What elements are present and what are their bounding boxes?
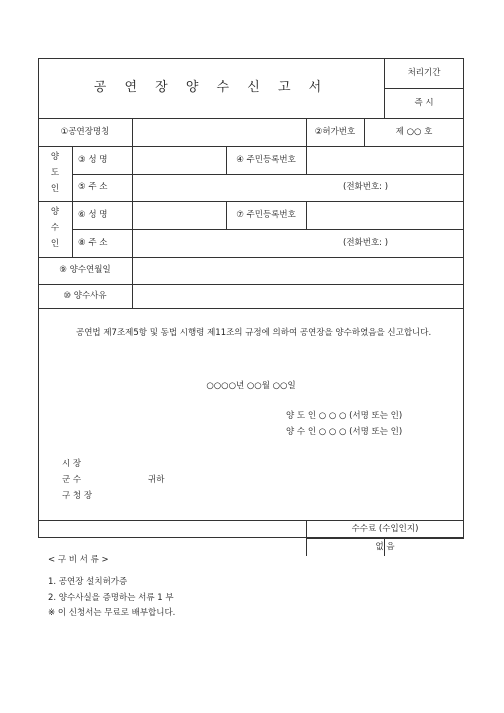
transferee-name-label: ⑥ 성 명 — [78, 210, 108, 220]
transferor-group-label-1: 양 — [50, 152, 60, 162]
row-divider — [38, 284, 464, 285]
row-divider — [38, 520, 464, 521]
doc-item-1: 1. 공연장 설치허가증 — [48, 577, 128, 587]
row-divider — [38, 146, 464, 147]
col-divider — [306, 201, 307, 229]
col-divider — [384, 58, 385, 118]
recipient-district: 구 청 장 — [62, 491, 93, 501]
transferee-phone[interactable]: (전화번호: ) — [343, 238, 389, 248]
transfer-date-label: ⑨ 양수연월일 — [59, 265, 111, 275]
transferor-name-label: ③ 성 명 — [78, 155, 108, 165]
col-divider — [306, 146, 307, 174]
row-divider — [38, 257, 464, 258]
transferee-group-label-1: 양 — [50, 207, 60, 217]
form-title: 공 연 장 양 수 신 고 서 — [93, 80, 329, 95]
row-divider — [72, 229, 464, 230]
doc-note: ※ 이 신청서는 무료로 배부합니다. — [48, 608, 176, 618]
transferee-address-label: ⑧ 주 소 — [78, 238, 108, 248]
recipient-county: 군 수 — [62, 475, 82, 485]
permit-no-value[interactable]: 제 ○○ 호 — [395, 127, 433, 137]
transferor-group-label-3: 인 — [50, 184, 60, 194]
transferor-phone[interactable]: (전화번호: ) — [343, 182, 389, 192]
row-divider — [72, 174, 464, 175]
transferor-id-label: ④ 주민등록번호 — [236, 155, 296, 165]
row-divider — [38, 308, 464, 309]
fee-value: 없 음 — [375, 542, 395, 552]
doc-item-2: 2. 양수사실을 증명하는 서류 1 부 — [48, 593, 174, 603]
transfer-reason-label: ⑩ 양수사유 — [63, 291, 107, 301]
signer-transferor[interactable]: 양 도 인 ○ ○ ○ (서명 또는 인) — [286, 411, 403, 421]
recipient-suffix: 귀하 — [148, 475, 165, 485]
transferee-group-label-2: 수 — [50, 223, 60, 233]
statement-text: 공연법 제7조제5항 및 동법 시행령 제11조의 규정에 의하여 공연장을 양수하였음을 신고합니다. — [76, 328, 432, 338]
transferor-address-label: ⑤ 주 소 — [78, 182, 108, 192]
date-line[interactable]: ○○○○년 ○○월 ○○일 — [206, 381, 296, 391]
fee-label: 수수료 (수입인지) — [351, 524, 419, 534]
row-divider — [38, 201, 464, 202]
transferee-group-label-3: 인 — [50, 239, 60, 249]
processing-divider — [384, 88, 464, 89]
row-divider — [38, 118, 464, 119]
permit-no-label: ②허가번호 — [314, 127, 356, 137]
col-divider — [132, 118, 133, 308]
recipient-mayor: 시 장 — [62, 459, 82, 469]
processing-value: 즉 시 — [414, 98, 434, 108]
docs-header: < 구 비 서 류 > — [48, 555, 109, 565]
processing-label: 처리기간 — [407, 68, 441, 78]
col-divider — [72, 146, 73, 257]
fee-divider — [306, 538, 464, 539]
transferee-id-label: ⑦ 주민등록번호 — [236, 210, 296, 220]
signer-transferee[interactable]: 양 수 인 ○ ○ ○ (서명 또는 인) — [286, 427, 403, 437]
venue-name-label: ①공연장명칭 — [60, 127, 110, 137]
transferor-group-label-2: 도 — [50, 168, 60, 178]
